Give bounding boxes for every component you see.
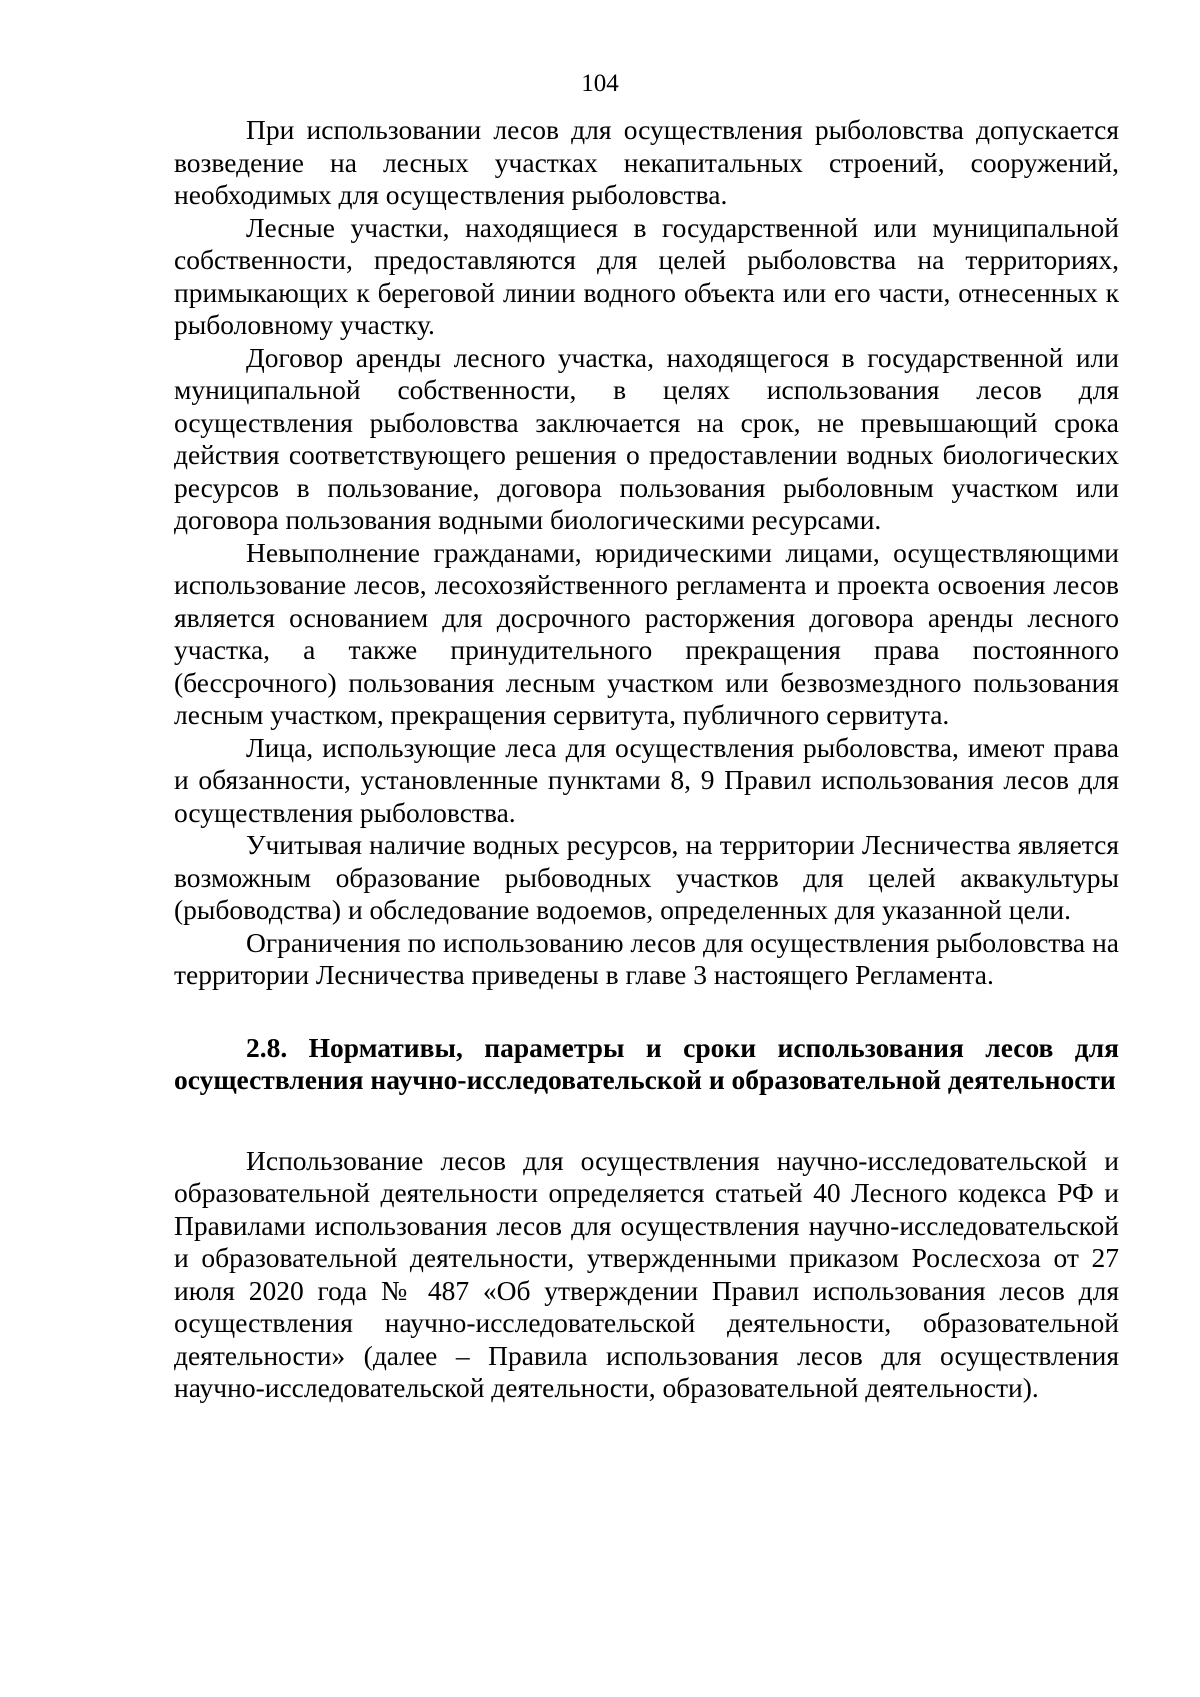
paragraph-research-use: Использование лесов для осуществления научно-исследовательской и образовательной деятельности определяется статьей 40 Лесного кодекса РФ и Правилами использования лесов для осуществления научно-исследовательской и образовательной деятельности, утвержденными приказом Рослесхоза от 27 июля 2020 года № 487 «Об утверждении Правил использования лесов для осуществления научно-исследовательской деятельности, образовательной деятельности» (далее – Правила использования лесов для осуществления научно-исследовательской деятельности, образовательной деятельности).: [174, 1144, 1119, 1403]
page-content: [174, 114, 1119, 1405]
paragraph-lease-term: Договор аренды лесного участка, находящегося в государственной или муниципальной собственности, в целях использования лесов для осуществления рыболовства заключается на срок, не превышающий срока действия соответствующего решения о предоставлении водных биологических ресурсов в пользование, договора пользования рыболовным участком или договора пользования водными биологическими ресурсами.: [174, 341, 1119, 535]
paragraph-forest-plots-provision: Лесные участки, находящиеся в государственной или муниципальной собственности, предоставляются для целей рыболовства на территориях, примыкающих к береговой линии водного объекта или его части, отнесенных к рыболовному участку.: [174, 211, 1119, 340]
paragraph-fishing-structures: При использовании лесов для осуществления рыболовства допускается возведение на лесных участках некапитальных строений, сооружений, необходимых для осуществления рыболовства.: [174, 114, 1119, 210]
page-number: 104: [581, 70, 619, 97]
paragraph-lease-termination: Невыполнение гражданами, юридическими лицами, осуществляющими использование лесов, лесохозяйственного регламента и проекта освоения лесов является основанием для досрочного расторжения договора аренды лесного участка, а также принудительного прекращения права постоянного (бессрочного) пользования лесным участком или безвозмездного пользования лесным участком, прекращения сервитута, публичного сервитута.: [174, 536, 1119, 730]
section-heading: 2.8. Нормативы, параметры и сроки использования лесов для осуществления научно-исследовательской и образовательной деятельности: [174, 1031, 1119, 1095]
paragraph-aquaculture: Учитывая наличие водных ресурсов, на территории Лесничества является возможным образование рыбоводных участков для целей аквакультуры (рыбоводства) и обследование водоемов, определенных для указанной цели.: [174, 829, 1119, 925]
paragraph-rights-obligations: Лица, использующие леса для осуществления рыболовства, имеют права и обязанности, установленные пунктами 8, 9 Правил использования лесов для осуществления рыболовства.: [174, 731, 1119, 828]
paragraph-restrictions: Ограничения по использованию лесов для осуществления рыболовства на территории Лесничества приведены в главе 3 настоящего Регламента.: [174, 926, 1119, 990]
